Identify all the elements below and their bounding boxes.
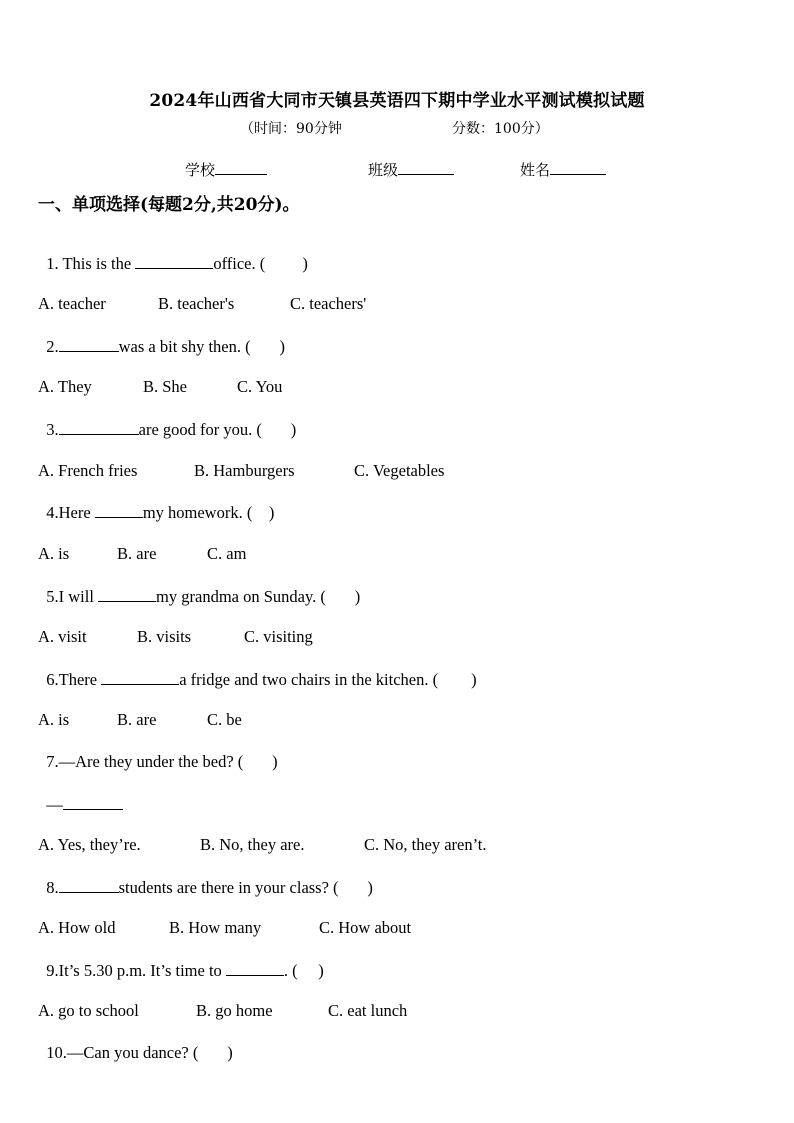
question-text: 9.It’s 5.30 p.m. It’s time to bbox=[46, 961, 226, 980]
question-text: . ( ) bbox=[283, 961, 324, 980]
class-field bbox=[368, 159, 454, 180]
option-b[interactable]: B. are bbox=[117, 544, 157, 563]
option-b[interactable]: B. Hamburgers bbox=[194, 461, 295, 480]
option-c[interactable]: C. am bbox=[207, 544, 247, 563]
question-text: are good for you. ( ) bbox=[138, 420, 297, 439]
option-a[interactable]: A. Yes, they’re. bbox=[38, 835, 141, 854]
school-label: 学校 bbox=[185, 161, 216, 179]
answer-blank[interactable] bbox=[98, 586, 156, 602]
option-c[interactable]: C. How about bbox=[319, 918, 412, 937]
option-b[interactable]: B. No, they are. bbox=[200, 835, 305, 854]
exam-time: （时间：90分钟 bbox=[240, 121, 342, 137]
answer-blank[interactable] bbox=[226, 960, 284, 976]
question-text: my homework. ( ) bbox=[142, 503, 275, 522]
options-4 bbox=[38, 524, 247, 564]
option-b[interactable]: B. She bbox=[143, 377, 188, 396]
option-b[interactable]: B. How many bbox=[169, 918, 262, 937]
question-6 bbox=[38, 649, 477, 690]
section-title: 一、单项选择(每题2分,共20分)。 bbox=[38, 195, 300, 215]
question-text: office. ( ) bbox=[213, 254, 308, 273]
question-2 bbox=[38, 316, 285, 357]
option-a[interactable]: A. go to school bbox=[38, 1001, 139, 1020]
option-b[interactable]: B. visits bbox=[137, 627, 192, 646]
school-field bbox=[185, 159, 267, 180]
question-text: 6.There bbox=[46, 670, 102, 689]
options-3 bbox=[38, 441, 445, 481]
option-b[interactable]: B. teacher's bbox=[158, 294, 235, 313]
answer-blank[interactable] bbox=[95, 502, 143, 518]
option-b[interactable]: B. are bbox=[117, 710, 157, 729]
answer-blank[interactable] bbox=[135, 253, 213, 269]
option-a[interactable]: A. visit bbox=[38, 627, 87, 646]
name-label: 姓名 bbox=[520, 161, 551, 179]
question-text: 4.Here bbox=[46, 503, 95, 522]
options-6 bbox=[38, 690, 242, 730]
answer-line-7 bbox=[38, 774, 123, 815]
option-a[interactable]: A. French fries bbox=[38, 461, 138, 480]
question-text: a fridge and two chairs in the kitchen. ( ) bbox=[179, 670, 477, 689]
answer-dash: — bbox=[46, 795, 63, 814]
option-c[interactable]: C. be bbox=[207, 710, 242, 729]
option-c[interactable]: C. teachers' bbox=[290, 294, 367, 313]
answer-blank[interactable] bbox=[63, 794, 123, 810]
question-text: 7.—Are they under the bed? ( ) bbox=[46, 752, 278, 771]
question-8 bbox=[38, 857, 373, 898]
question-9 bbox=[38, 940, 324, 981]
class-blank[interactable] bbox=[398, 160, 454, 175]
options-1 bbox=[38, 274, 367, 314]
question-text: students are there in your class? ( ) bbox=[118, 878, 373, 897]
options-9 bbox=[38, 981, 408, 1021]
question-text: 10.—Can you dance? ( ) bbox=[46, 1043, 233, 1062]
options-2 bbox=[38, 357, 283, 397]
name-field bbox=[520, 159, 606, 180]
class-label: 班级 bbox=[368, 161, 399, 179]
option-c[interactable]: C. visiting bbox=[244, 627, 313, 646]
exam-score: 分数：100分） bbox=[452, 121, 549, 137]
option-c[interactable]: C. Vegetables bbox=[354, 461, 445, 480]
question-5 bbox=[38, 566, 360, 607]
option-a[interactable]: A. They bbox=[38, 377, 92, 396]
options-7 bbox=[38, 815, 487, 855]
question-text: 1. This is the bbox=[46, 254, 136, 273]
question-1 bbox=[38, 233, 308, 274]
question-text: 3. bbox=[46, 420, 59, 439]
question-text: 8. bbox=[46, 878, 59, 897]
school-blank[interactable] bbox=[215, 160, 267, 175]
answer-blank[interactable] bbox=[59, 336, 119, 352]
question-text: 5.I will bbox=[46, 587, 99, 606]
options-8 bbox=[38, 898, 412, 938]
page-title: 2024年山西省大同市天镇县英语四下期中学业水平测试模拟试题 bbox=[149, 91, 645, 111]
name-blank[interactable] bbox=[550, 160, 606, 175]
question-text: 2. bbox=[46, 337, 59, 356]
question-4 bbox=[38, 482, 274, 523]
option-a[interactable]: A. teacher bbox=[38, 294, 106, 313]
answer-blank[interactable] bbox=[101, 669, 179, 685]
option-c[interactable]: C. No, they aren’t. bbox=[364, 835, 487, 854]
question-10 bbox=[38, 1023, 233, 1063]
question-3 bbox=[38, 399, 296, 440]
option-a[interactable]: A. How old bbox=[38, 918, 116, 937]
answer-blank[interactable] bbox=[59, 877, 119, 893]
options-5 bbox=[38, 607, 313, 647]
option-b[interactable]: B. go home bbox=[196, 1001, 273, 1020]
option-c[interactable]: C. eat lunch bbox=[328, 1001, 408, 1020]
option-c[interactable]: C. You bbox=[237, 377, 283, 396]
option-a[interactable]: A. is bbox=[38, 544, 70, 563]
answer-blank[interactable] bbox=[59, 419, 139, 435]
option-a[interactable]: A. is bbox=[38, 710, 70, 729]
question-text: my grandma on Sunday. ( ) bbox=[156, 587, 361, 606]
question-7 bbox=[38, 732, 278, 772]
question-text: was a bit shy then. ( ) bbox=[118, 337, 285, 356]
